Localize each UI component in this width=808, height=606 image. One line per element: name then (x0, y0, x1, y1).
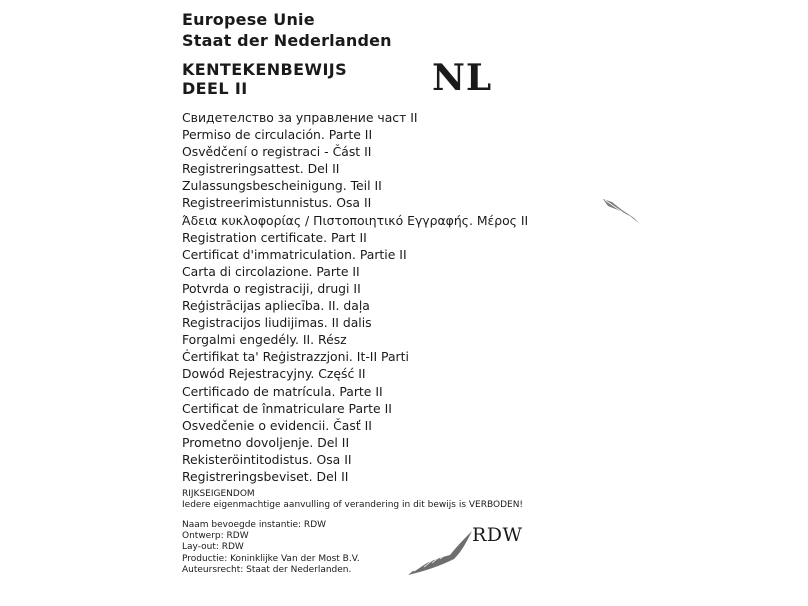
credit-line: Auteursrecht: Staat der Nederlanden. (182, 564, 352, 575)
translation-item: Registration certificate. Part II (182, 229, 367, 245)
translation-item: Forgalmi engedély. II. Rész (182, 332, 347, 348)
translation-item: Osvedčenie o evidencii. Časť II (182, 417, 372, 433)
translation-item: Registreerimistunnistus. Osa II (182, 195, 372, 211)
translation-item: Rekisteröintitodistus. Osa II (182, 451, 352, 467)
translation-item: Registreringsbeviset. Del II (182, 468, 349, 484)
translation-item: Registracijos liudijimas. II dalis (182, 315, 372, 331)
issuer-union: Europese Unie (182, 10, 315, 29)
translation-item: Zulassungsbescheinigung. Teil II (182, 178, 382, 194)
issuer-state: Staat der Nederlanden (182, 31, 392, 50)
country-code: NL (432, 57, 493, 99)
translation-item: Reģistrācijas apliecība. II. daļa (182, 298, 370, 314)
translation-item: Свидетелство за управление част II (182, 110, 418, 125)
translation-item: Potvrda o registraciji, drugi II (182, 280, 361, 296)
translation-item: Certificado de matrícula. Parte II (182, 383, 383, 399)
translation-item: Registreringsattest. Del II (182, 161, 340, 177)
document-title-main: KENTEKENBEWIJS (182, 60, 348, 79)
translation-item: Permiso de circulación. Parte II (182, 127, 373, 143)
credit-line: Productie: Koninklijke Van der Most B.V. (182, 553, 360, 564)
rdw-logo-text: RDW (472, 524, 523, 546)
legal-notice (182, 489, 523, 511)
translation-item: Dowód Rejestracyjny. Część II (182, 366, 366, 382)
translation-list (182, 109, 528, 485)
translation-item: Άδεια κυκλοφορίας / Πιστοποιητικό Εγγραφής. Μέρος II (182, 212, 529, 228)
issuer-header (182, 9, 392, 51)
credits-block (182, 520, 360, 576)
translation-item: Prometno dovoljenje. Del II (182, 434, 350, 450)
translation-item: Osvědčení o registraci - Část II (182, 144, 372, 160)
translation-item: Certificat d'immatriculation. Partie II (182, 246, 407, 262)
credit-line: Naam bevoegde instantie: RDW (182, 520, 327, 530)
feather-icon (600, 196, 642, 226)
document-title-part: DEEL II (182, 79, 248, 98)
document-title (182, 60, 347, 98)
credit-line: Ontwerp: RDW (182, 531, 249, 542)
modification-warning: Iedere eigenmachtige aanvulling of verandering in dit bewijs is VERBODEN! (182, 500, 524, 510)
translation-item: Certificat de înmatriculare Parte II (182, 400, 392, 416)
credit-line: Lay-out: RDW (182, 542, 244, 553)
ownership-notice: RIJKSEIGENDOM (182, 489, 255, 499)
translation-item: Carta di circolazione. Parte II (182, 263, 360, 279)
translation-item: Ċertifikat ta' Reġistrazzjoni. It-II Parti (182, 349, 409, 365)
